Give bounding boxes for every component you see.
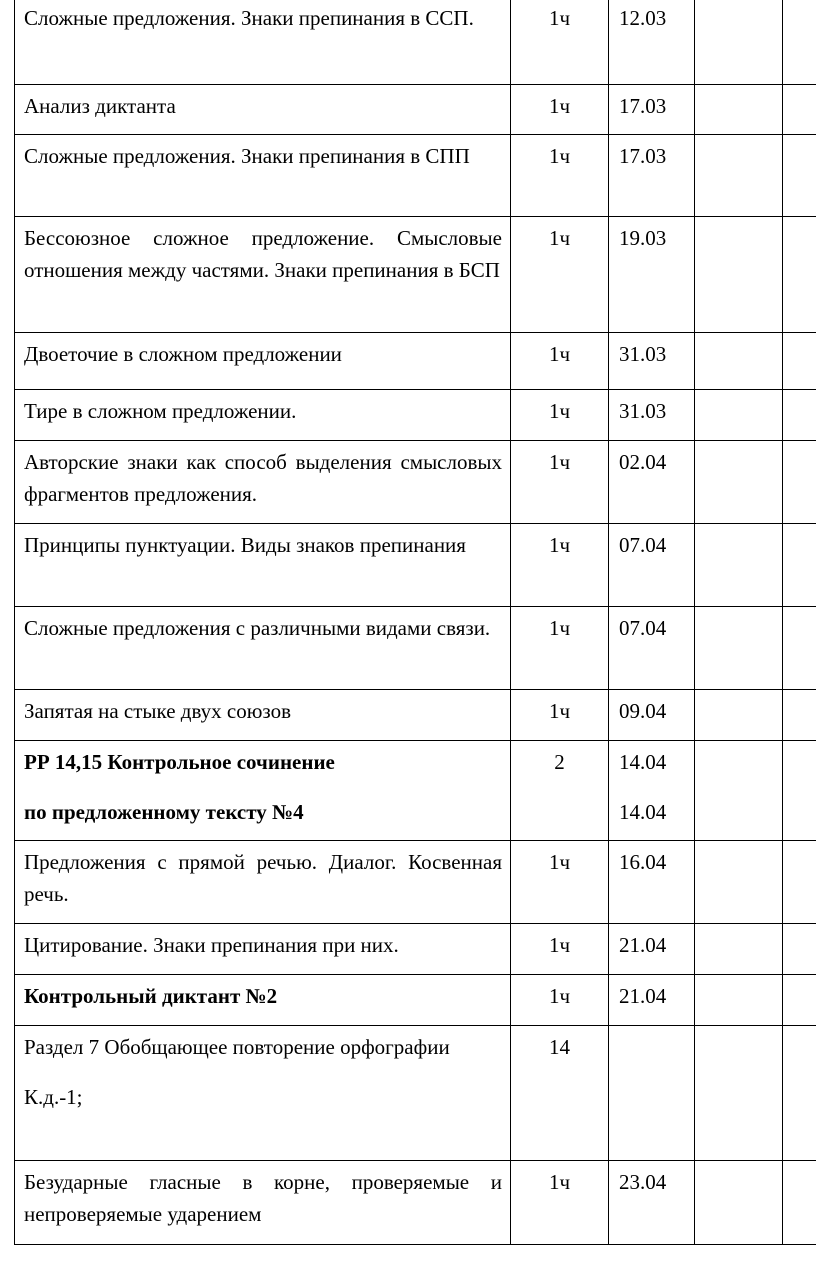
date-cell (609, 217, 695, 333)
empty-cell (783, 841, 816, 924)
empty-cell (695, 217, 783, 333)
date-cell (609, 0, 695, 85)
date-text: 16.04 (619, 850, 667, 874)
table-row (15, 135, 816, 217)
hours-cell: 1ч (511, 390, 609, 441)
topic-text: РР 14,15 Контрольное сочинение (24, 750, 335, 774)
topic-text: Безударные гласные в корне, проверяемые и непроверяемые ударением (24, 1170, 502, 1226)
empty-cell (783, 524, 816, 607)
date-cell (609, 390, 695, 441)
topic-cell (15, 217, 511, 333)
topic-cell (15, 333, 511, 390)
empty-cell (695, 690, 783, 741)
empty-cell (695, 524, 783, 607)
table-row (15, 85, 816, 135)
date-cell (609, 333, 695, 390)
topic-text: Тире в сложном предложении. (24, 399, 297, 423)
date-text: 31.03 (619, 342, 667, 366)
date-cell (609, 441, 695, 524)
empty-cell (783, 741, 816, 841)
date-text: 07.04 (619, 533, 667, 557)
date-cell (609, 1161, 695, 1245)
hours-cell: 1ч (511, 333, 609, 390)
empty-cell (695, 741, 783, 841)
table-row (15, 390, 816, 441)
hours-cell: 1ч (511, 217, 609, 333)
table-row (15, 524, 816, 607)
table-row (15, 924, 816, 975)
date-text: 12.03 (619, 6, 667, 30)
empty-cell (783, 1026, 816, 1161)
topic-text: Цитирование. Знаки препинания при них. (24, 933, 399, 957)
topic-text: Предложения с прямой речью. Диалог. Косвенная речь. (24, 850, 502, 906)
empty-cell (783, 1161, 816, 1245)
table-row (15, 690, 816, 741)
empty-cell (695, 333, 783, 390)
date-text: 21.04 (619, 984, 667, 1008)
topic-cell (15, 135, 511, 217)
empty-cell (783, 135, 816, 217)
empty-cell (695, 1161, 783, 1245)
topic-text: Двоеточие в сложном предложении (24, 342, 342, 366)
topic-cell (15, 975, 511, 1026)
topic-cell (15, 741, 511, 841)
topic-cell (15, 441, 511, 524)
hours-cell: 2 (511, 741, 609, 841)
empty-cell (783, 924, 816, 975)
table-row (15, 217, 816, 333)
hours-cell: 1ч (511, 690, 609, 741)
date-text: 19.03 (619, 226, 667, 250)
date-text: 14.04 (619, 750, 667, 774)
topic-cell (15, 85, 511, 135)
empty-cell (783, 85, 816, 135)
topic-cell (15, 841, 511, 924)
topic-text: Раздел 7 Обобщающее повторение орфографии (24, 1035, 450, 1059)
topic-text: Анализ диктанта (24, 94, 176, 118)
hours-cell: 1ч (511, 524, 609, 607)
date-cell (609, 690, 695, 741)
topic-text: Запятая на стыке двух союзов (24, 699, 292, 723)
empty-cell (783, 217, 816, 333)
topic-text: Принципы пунктуации. Виды знаков препинания (24, 533, 466, 557)
topic-cell (15, 607, 511, 690)
table-row (15, 0, 816, 85)
date-cell (609, 841, 695, 924)
empty-cell (783, 690, 816, 741)
hours-cell: 1ч (511, 607, 609, 690)
table-row (15, 333, 816, 390)
hours-cell: 1ч (511, 975, 609, 1026)
topic-cell (15, 1026, 511, 1161)
empty-cell (695, 85, 783, 135)
date-text: 17.03 (619, 144, 667, 168)
date-cell (609, 975, 695, 1026)
empty-cell (783, 975, 816, 1026)
hours-cell: 1ч (511, 135, 609, 217)
topic-cell (15, 390, 511, 441)
empty-cell (695, 441, 783, 524)
date-text: 17.03 (619, 94, 667, 118)
date-text: 09.04 (619, 699, 667, 723)
date-cell (609, 135, 695, 217)
empty-cell (695, 924, 783, 975)
hours-cell: 1ч (511, 85, 609, 135)
date-text: 21.04 (619, 933, 667, 957)
date-cell (609, 1026, 695, 1161)
topic-text: К.д.-1; (24, 1085, 83, 1109)
table-row (15, 975, 816, 1026)
empty-cell (783, 333, 816, 390)
topic-cell (15, 524, 511, 607)
date-cell (609, 741, 695, 841)
hours-cell: 1ч (511, 924, 609, 975)
empty-cell (783, 390, 816, 441)
table-row (15, 1026, 816, 1161)
date-cell (609, 85, 695, 135)
empty-cell (695, 1026, 783, 1161)
topic-text: Сложные предложения. Знаки препинания в ССП. (24, 6, 474, 30)
empty-cell (783, 0, 816, 85)
date-cell (609, 924, 695, 975)
date-text: 23.04 (619, 1170, 667, 1194)
date-text: 31.03 (619, 399, 667, 423)
empty-cell (695, 390, 783, 441)
hours-cell: 1ч (511, 841, 609, 924)
table-row (15, 607, 816, 690)
date-text: 02.04 (619, 450, 667, 474)
empty-cell (695, 607, 783, 690)
hours-cell: 1ч (511, 0, 609, 85)
topic-cell (15, 0, 511, 85)
date-text: 14.04 (619, 800, 667, 824)
topic-text: Контрольный диктант №2 (24, 984, 278, 1008)
topic-text: по предложенному тексту №4 (24, 800, 304, 824)
topic-cell (15, 690, 511, 741)
lesson-plan-table (14, 0, 816, 1245)
empty-cell (783, 441, 816, 524)
table-row (15, 841, 816, 924)
hours-cell: 1ч (511, 441, 609, 524)
table-row (15, 1161, 816, 1245)
hours-cell: 14 (511, 1026, 609, 1161)
date-cell (609, 607, 695, 690)
empty-cell (695, 0, 783, 85)
empty-cell (695, 975, 783, 1026)
empty-cell (695, 135, 783, 217)
topic-text: Сложные предложения с различными видами связи. (24, 616, 491, 640)
empty-cell (695, 841, 783, 924)
topic-text: Сложные предложения. Знаки препинания в СПП (24, 144, 470, 168)
topic-cell (15, 1161, 511, 1245)
table-row (15, 741, 816, 841)
date-text: 07.04 (619, 616, 667, 640)
table-row (15, 441, 816, 524)
topic-text: Бессоюзное сложное предложение. Смысловые отношения между частями. Знаки препинания в БСП (24, 226, 502, 282)
date-cell (609, 524, 695, 607)
topic-cell (15, 924, 511, 975)
hours-cell: 1ч (511, 1161, 609, 1245)
topic-text: Авторские знаки как способ выделения смысловых фрагментов предложения. (24, 450, 502, 506)
empty-cell (783, 607, 816, 690)
